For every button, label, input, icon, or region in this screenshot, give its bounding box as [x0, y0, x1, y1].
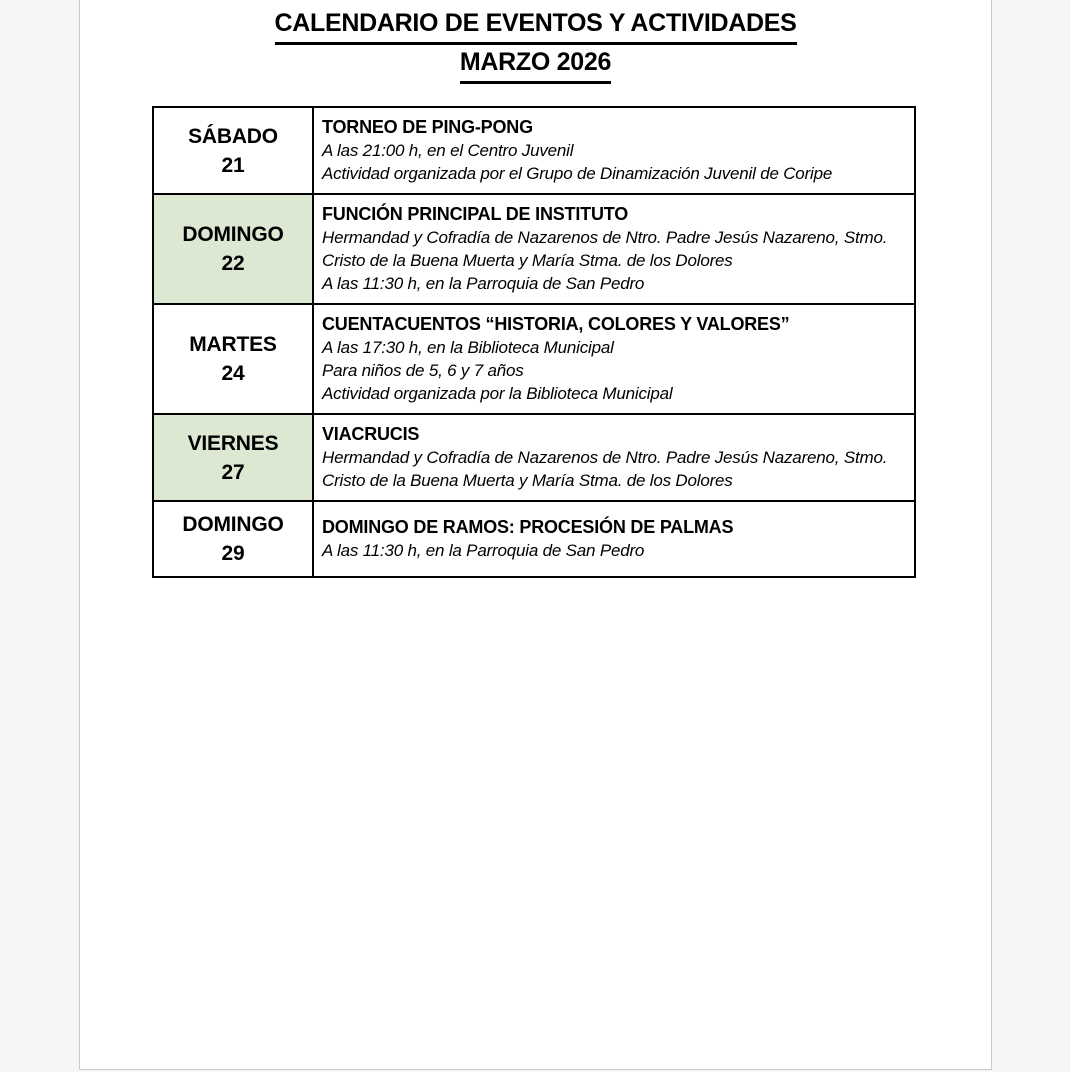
event-detail: Para niños de 5, 6 y 7 años: [322, 361, 524, 380]
day-cell: [153, 107, 313, 194]
event-detail: Cristo de la Buena Muerta y María Stma. de los Dolores: [322, 251, 733, 270]
day-date: 24: [221, 362, 245, 385]
day-cell: [153, 501, 313, 577]
event-detail: A las 17:30 h, en la Biblioteca Municipal: [322, 338, 614, 357]
table-row: [153, 414, 915, 501]
page-title-line1-text: CALENDARIO DE EVENTOS Y ACTIVIDADES: [275, 6, 797, 45]
event-detail: Actividad organizada por la Biblioteca Municipal: [322, 384, 673, 403]
day-cell: [153, 194, 313, 304]
day-name: MARTES: [189, 333, 277, 356]
event-detail: Hermandad y Cofradía de Nazarenos de Ntro. Padre Jesús Nazareno, Stmo.: [322, 448, 888, 467]
event-cell: [313, 304, 915, 414]
document-page: [79, 0, 992, 1070]
day-cell: [153, 304, 313, 414]
event-cell: [313, 501, 915, 577]
events-table: [152, 106, 916, 578]
day-name: VIERNES: [187, 431, 279, 455]
event-detail: A las 11:30 h, en la Parroquia de San Pedro: [322, 274, 645, 293]
event-detail: Hermandad y Cofradía de Nazarenos de Ntro. Padre Jesús Nazareno, Stmo.: [322, 228, 888, 247]
page-title-line2: [80, 45, 991, 84]
day-date: 27: [221, 460, 245, 484]
table-row: [153, 107, 915, 194]
table-row: [153, 194, 915, 304]
day-name: DOMINGO: [182, 513, 284, 536]
table-row: [153, 501, 915, 577]
event-detail: Actividad organizada por el Grupo de Dinamización Juvenil de Coripe: [322, 164, 833, 183]
event-cell: [313, 414, 915, 501]
page-title-line1: [80, 6, 991, 45]
table-row: [153, 304, 915, 414]
event-detail: A las 11:30 h, en la Parroquia de San Pedro: [322, 541, 645, 560]
event-title: VIACRUCIS: [322, 424, 420, 444]
day-date: 29: [221, 542, 245, 565]
event-cell: [313, 194, 915, 304]
day-date: 21: [221, 153, 245, 177]
event-title: TORNEO DE PING-PONG: [322, 117, 533, 137]
events-table-body: [153, 107, 915, 577]
page-title-line2-text: MARZO 2026: [460, 45, 611, 84]
event-title: CUENTACUENTOS “HISTORIA, COLORES Y VALORES”: [322, 314, 790, 334]
day-name: SÁBADO: [188, 124, 278, 148]
event-detail: Cristo de la Buena Muerta y María Stma. de los Dolores: [322, 471, 733, 490]
day-cell: [153, 414, 313, 501]
day-date: 22: [221, 252, 245, 275]
event-title: FUNCIÓN PRINCIPAL DE INSTITUTO: [322, 204, 629, 224]
day-name: DOMINGO: [182, 223, 284, 246]
event-detail: A las 21:00 h, en el Centro Juvenil: [322, 141, 574, 160]
event-title: DOMINGO DE RAMOS: PROCESIÓN DE PALMAS: [322, 517, 734, 537]
event-cell: [313, 107, 915, 194]
